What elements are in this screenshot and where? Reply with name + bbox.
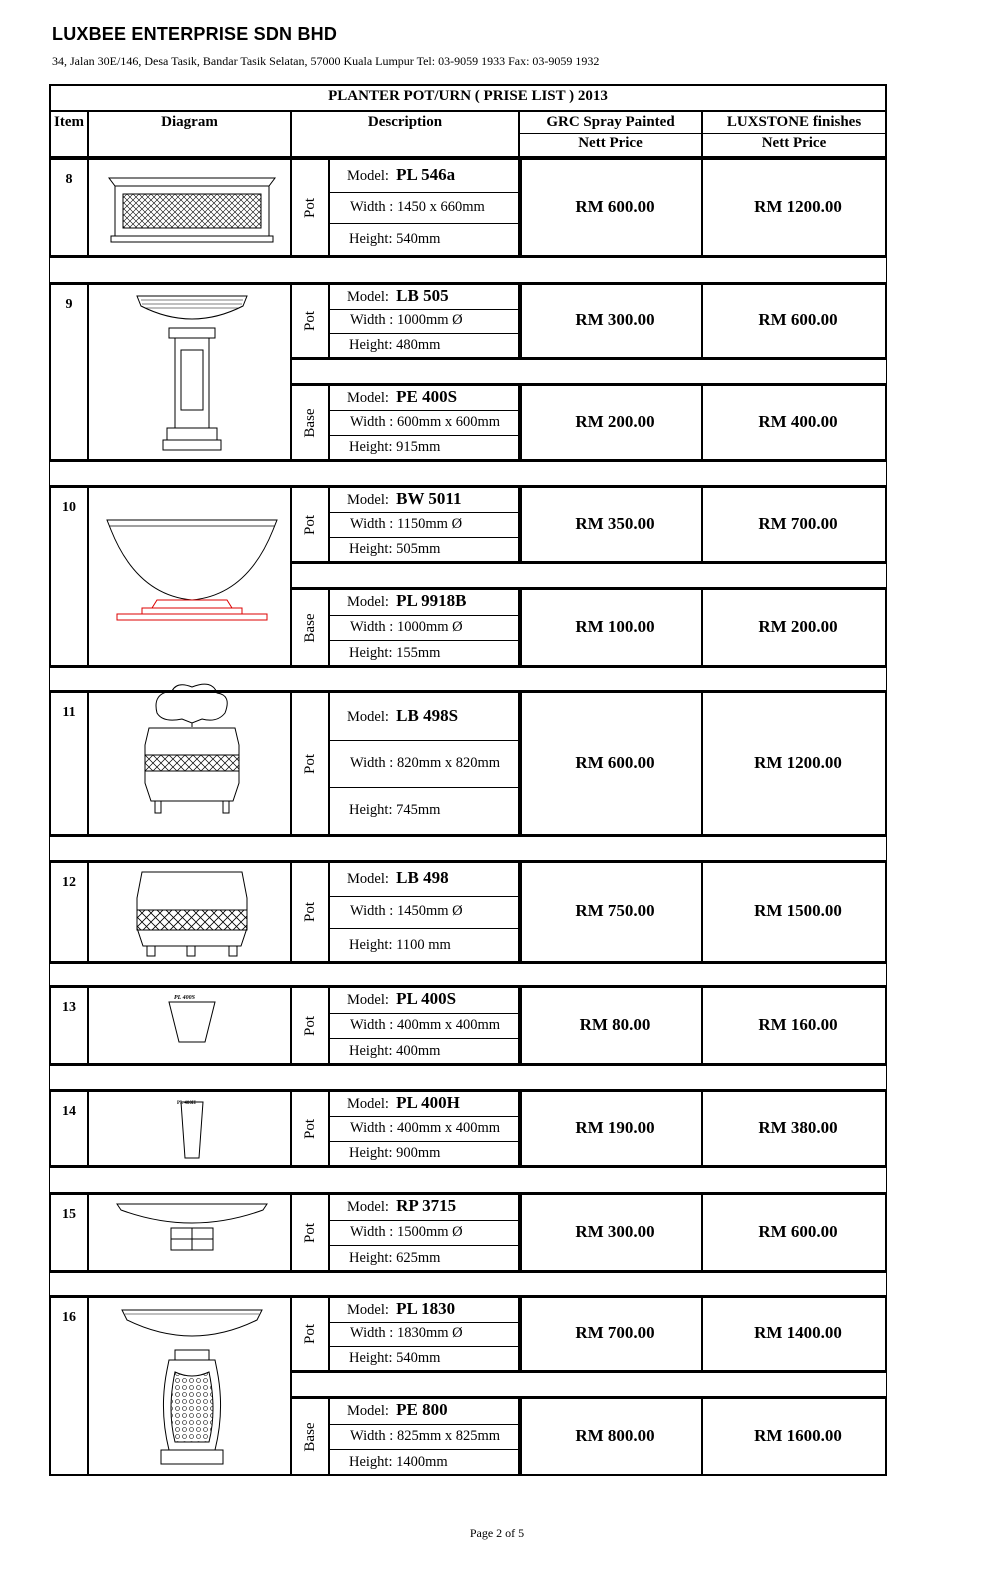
- width-spec: Width : 1450 x 660mm: [350, 199, 485, 215]
- item-cell: [49, 1090, 89, 1167]
- model-label: Model:: [347, 1302, 389, 1318]
- model-number: LB 498S: [396, 706, 459, 725]
- luxstone-price: RM 400.00: [758, 411, 838, 431]
- luxstone-price: RM 600.00: [758, 1221, 838, 1241]
- width-spec: Width : 1830mm Ø: [350, 1325, 463, 1341]
- table-title: PLANTER POT/URN ( PRISE LIST ) 2013: [328, 88, 608, 104]
- model-number: PL 400S: [396, 989, 457, 1008]
- width-spec: Width : 1500mm Ø: [350, 1224, 463, 1240]
- part-type-label: Pot: [302, 1222, 318, 1243]
- grc-price: RM 300.00: [575, 310, 655, 329]
- model-label: Model:: [347, 1199, 389, 1215]
- model-label: Model:: [347, 289, 389, 305]
- desc-line: [330, 1013, 519, 1014]
- model-label: Model:: [347, 709, 389, 725]
- desc-line: [330, 1245, 519, 1246]
- desc-line: [330, 537, 519, 538]
- part-gap: [290, 1372, 887, 1397]
- width-spec: Width : 820mm x 820mm: [350, 755, 501, 771]
- type-divider: [328, 861, 330, 963]
- col-diagram: Diagram: [161, 114, 218, 130]
- model-line: [347, 989, 456, 1009]
- desc-line: [330, 435, 519, 436]
- type-divider: [328, 1397, 330, 1476]
- model-number: PL 1830: [396, 1299, 456, 1318]
- col-item: Item: [54, 114, 84, 130]
- model-label: Model:: [347, 871, 389, 887]
- part-type-label: Base: [302, 612, 318, 643]
- desc-line: [330, 1424, 519, 1425]
- item-number: 12: [62, 875, 76, 890]
- height-spec: Height: 1100 mm: [349, 937, 451, 953]
- desc-line: [330, 1449, 519, 1450]
- model-line: [347, 489, 461, 509]
- model-line: [347, 1093, 460, 1113]
- model-number: PL 546a: [396, 165, 456, 184]
- grc-price: RM 600.00: [575, 196, 655, 216]
- width-spec: Width : 1000mm Ø: [350, 312, 463, 328]
- grc-price: RM 700.00: [575, 1323, 655, 1342]
- part-gap: [290, 563, 887, 588]
- desc-line: [330, 896, 519, 897]
- luxstone-price: RM 380.00: [758, 1117, 838, 1137]
- width-spec: Width : 600mm x 600mm: [350, 414, 501, 430]
- item-number: 13: [62, 1000, 76, 1015]
- model-label: Model:: [347, 1096, 389, 1112]
- model-label: Model:: [347, 492, 389, 508]
- desc-line: [330, 333, 519, 334]
- desc-line: [330, 1220, 519, 1221]
- part-type-label: Pot: [302, 1118, 318, 1139]
- col-luxstone: LUXSTONE finishes: [726, 114, 862, 130]
- model-label: Model:: [347, 594, 389, 610]
- part-gap: [290, 359, 887, 384]
- page-number: Page 2 of 5: [469, 1526, 525, 1540]
- width-spec: Width : 1000mm Ø: [350, 619, 463, 635]
- col-grc: GRC Spray Painted: [546, 114, 675, 130]
- model-label: Model:: [347, 168, 389, 184]
- company-name: LUXBEE ENTERPRISE SDN BHD: [52, 24, 338, 44]
- item-number: 10: [62, 500, 76, 515]
- luxstone-price: RM 1200.00: [754, 752, 842, 772]
- height-spec: Height: 1400mm: [349, 1454, 448, 1470]
- height-spec: Height: 400mm: [349, 1043, 441, 1059]
- company-address: 34, Jalan 30E/146, Desa Tasik, Bandar Tasik Selatan, 57000 Kuala Lumpur Tel: 03-9059 1933 Fax: 03-9059 1932: [52, 54, 600, 68]
- desc-line: [330, 1322, 519, 1323]
- row-separator: [49, 461, 887, 486]
- grc-price: RM 750.00: [575, 901, 655, 920]
- desc-line: [330, 928, 519, 929]
- row-separator: [49, 1167, 887, 1193]
- type-divider: [328, 283, 330, 359]
- desc-line: [330, 1141, 519, 1142]
- part-type-label: Pot: [302, 514, 318, 535]
- product-diagram: [97, 1196, 287, 1271]
- desc-line: [330, 740, 519, 741]
- diagram-label: PL 400H: [177, 1101, 196, 1106]
- part-type-label: Pot: [302, 311, 318, 332]
- model-line: [347, 1400, 448, 1420]
- row-separator: [49, 1272, 887, 1296]
- width-spec: Width : 400mm x 400mm: [350, 1017, 501, 1033]
- type-divider: [328, 588, 330, 667]
- grc-price: RM 80.00: [579, 1014, 651, 1034]
- desc-line: [330, 192, 519, 193]
- model-number: RP 3715: [396, 1196, 457, 1215]
- model-number: PE 400S: [396, 387, 458, 406]
- model-number: PL 9918B: [396, 591, 467, 610]
- luxstone-price: RM 600.00: [758, 310, 838, 329]
- model-line: [347, 286, 449, 306]
- height-spec: Height: 745mm: [349, 802, 441, 818]
- grc-price: RM 300.00: [575, 1221, 655, 1241]
- desc-line: [330, 1116, 519, 1117]
- item-cell: [49, 1193, 89, 1272]
- type-divider: [328, 486, 330, 563]
- type-divider: [328, 1090, 330, 1167]
- luxstone-price: RM 1200.00: [754, 196, 842, 216]
- product-diagram: [97, 164, 287, 259]
- model-number: LB 498: [396, 868, 449, 887]
- item-cell: [49, 986, 89, 1065]
- item-number: 14: [62, 1104, 76, 1119]
- model-line: [347, 1196, 456, 1216]
- row-separator: [49, 1065, 887, 1090]
- grc-price: RM 100.00: [575, 616, 655, 636]
- luxstone-price: RM 1600.00: [754, 1425, 842, 1445]
- desc-line: [330, 615, 519, 616]
- part-type-label: Pot: [302, 902, 318, 923]
- product-diagram: [97, 500, 287, 665]
- height-spec: Height: 625mm: [349, 1250, 441, 1266]
- product-diagram: [97, 288, 287, 463]
- type-divider: [328, 1296, 330, 1372]
- product-diagram: [97, 868, 287, 973]
- type-divider: [328, 691, 330, 836]
- luxstone-price: RM 1500.00: [754, 901, 842, 920]
- desc-line: [330, 512, 519, 513]
- model-number: PE 800: [396, 1400, 448, 1419]
- luxstone-price: RM 700.00: [758, 513, 838, 533]
- desc-line: [330, 640, 519, 641]
- item-number: 9: [65, 297, 73, 312]
- model-number: BW 5011: [396, 489, 462, 508]
- model-label: Model:: [347, 1403, 389, 1419]
- model-line: [347, 1299, 455, 1319]
- type-divider: [328, 986, 330, 1065]
- col-description: Description: [367, 114, 443, 130]
- row-separator: [49, 836, 887, 861]
- grc-price: RM 190.00: [575, 1117, 655, 1137]
- grc-price: RM 600.00: [575, 752, 655, 772]
- height-spec: Height: 540mm: [349, 231, 441, 247]
- width-spec: Width : 400mm x 400mm: [350, 1120, 501, 1136]
- part-type-label: Base: [302, 407, 318, 438]
- desc-line: [330, 787, 519, 788]
- model-label: Model:: [347, 992, 389, 1008]
- type-divider: [328, 1193, 330, 1272]
- item-number: 15: [62, 1207, 76, 1222]
- luxstone-price: RM 1400.00: [754, 1323, 842, 1342]
- type-divider: [328, 384, 330, 461]
- height-spec: Height: 155mm: [349, 645, 441, 661]
- part-type-label: Base: [302, 1421, 318, 1452]
- model-line: [347, 868, 449, 888]
- nett-price-luxstone: Nett Price: [761, 135, 827, 151]
- part-type-label: Pot: [302, 1324, 318, 1345]
- width-spec: Width : 1450mm Ø: [350, 903, 463, 919]
- product-diagram: [97, 683, 287, 828]
- width-spec: Width : 825mm x 825mm: [350, 1428, 501, 1444]
- item-number: 8: [65, 172, 73, 187]
- luxstone-price: RM 160.00: [758, 1014, 838, 1034]
- model-line: [347, 387, 457, 407]
- grc-price: RM 800.00: [575, 1425, 655, 1445]
- item-number: 16: [62, 1310, 76, 1325]
- part-type-label: Pot: [302, 197, 318, 218]
- height-spec: Height: 505mm: [349, 541, 441, 557]
- height-spec: Height: 540mm: [349, 1350, 441, 1366]
- type-divider: [328, 158, 330, 257]
- height-spec: Height: 915mm: [349, 439, 441, 455]
- item-number: 11: [62, 705, 76, 720]
- width-spec: Width : 1150mm Ø: [350, 516, 463, 532]
- model-line: [347, 706, 458, 726]
- desc-line: [330, 1038, 519, 1039]
- model-number: LB 505: [396, 286, 449, 305]
- part-type-label: Pot: [302, 753, 318, 774]
- diagram-label: PL 400S: [174, 995, 195, 1001]
- product-diagram: [97, 1300, 287, 1480]
- grc-price: RM 200.00: [575, 411, 655, 431]
- desc-line: [330, 1346, 519, 1347]
- desc-line: [330, 223, 519, 224]
- nett-price-grc: Nett Price: [578, 135, 643, 151]
- model-label: Model:: [347, 390, 389, 406]
- model-line: [347, 165, 455, 185]
- luxstone-price: RM 200.00: [758, 616, 838, 636]
- desc-line: [330, 309, 519, 310]
- part-type-label: Pot: [302, 1015, 318, 1036]
- model-number: PL 400H: [396, 1093, 460, 1112]
- height-spec: Height: 900mm: [349, 1145, 441, 1161]
- height-spec: Height: 480mm: [349, 337, 441, 353]
- model-line: [347, 591, 467, 611]
- grc-price: RM 350.00: [575, 513, 655, 533]
- desc-line: [330, 410, 519, 411]
- row-separator: [49, 257, 887, 283]
